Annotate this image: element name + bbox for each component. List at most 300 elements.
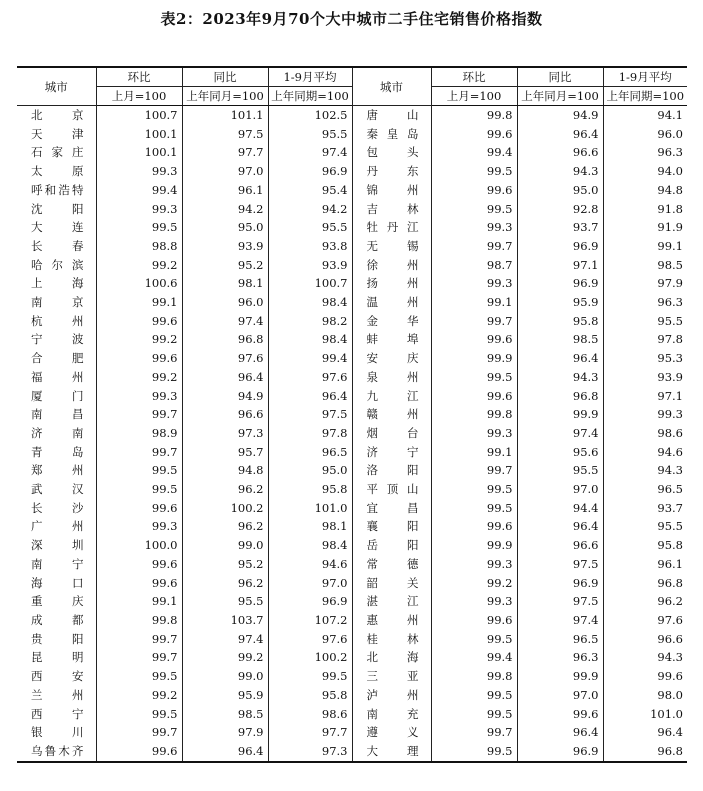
table-row (17, 143, 687, 162)
table-row (17, 125, 687, 144)
yoy-value-right: 99.6 (517, 705, 603, 724)
city-name-right: 烟台 (352, 424, 431, 443)
yoy-value-right: 96.9 (517, 237, 603, 256)
yoy-value-left: 95.2 (182, 256, 268, 275)
mom-value-right: 98.7 (431, 256, 517, 275)
mom-value-right: 99.3 (431, 424, 517, 443)
city-name-left: 厦门 (31, 388, 84, 403)
city-name-right: 泉州 (352, 368, 431, 387)
city-name-left: 西宁 (31, 706, 84, 721)
avg-value-left: 93.9 (268, 256, 352, 275)
avg-value-left: 96.9 (268, 592, 352, 611)
mom-value-left: 99.6 (96, 555, 182, 574)
avg-value-right: 93.7 (603, 499, 687, 518)
yoy-value-right: 97.0 (517, 480, 603, 499)
avg-value-right: 91.8 (603, 200, 687, 219)
mom-value-right: 99.5 (431, 686, 517, 705)
yoy-value-left: 96.2 (182, 517, 268, 536)
header-mom-base-right: 上月=100 (431, 87, 517, 106)
yoy-value-left: 98.5 (182, 705, 268, 724)
avg-value-left: 94.2 (268, 200, 352, 219)
mom-value-left: 99.7 (96, 648, 182, 667)
city-name-left: 广州 (31, 519, 84, 534)
city-name-left: 贵阳 (31, 631, 84, 646)
table-row (17, 181, 687, 200)
table-row (17, 536, 687, 555)
city-name-right: 平顶山 (352, 480, 431, 499)
yoy-value-right: 97.4 (517, 611, 603, 630)
city-name-left: 深圳 (31, 538, 84, 553)
yoy-value-left: 97.7 (182, 143, 268, 162)
yoy-value-right: 96.4 (517, 723, 603, 742)
header-avg-base-left: 上年同期=100 (268, 87, 352, 106)
mom-value-left: 99.2 (96, 330, 182, 349)
avg-value-left: 97.7 (268, 723, 352, 742)
avg-value-left: 97.6 (268, 368, 352, 387)
avg-value-left: 95.0 (268, 461, 352, 480)
yoy-value-left: 97.9 (182, 723, 268, 742)
mom-value-left: 99.6 (96, 574, 182, 593)
avg-value-left: 97.6 (268, 630, 352, 649)
avg-value-right: 96.8 (603, 574, 687, 593)
avg-value-left: 97.4 (268, 143, 352, 162)
mom-value-right: 99.6 (431, 517, 517, 536)
city-name-left: 昆明 (31, 650, 84, 665)
city-name-left: 兰州 (31, 687, 84, 702)
avg-value-left: 96.4 (268, 387, 352, 406)
mom-value-left: 99.7 (96, 443, 182, 462)
city-name-right: 牡丹江 (352, 218, 431, 237)
avg-value-right: 95.8 (603, 536, 687, 555)
city-name-right: 秦皇岛 (352, 125, 431, 144)
yoy-value-right: 96.8 (517, 387, 603, 406)
city-name-left: 武汉 (31, 482, 84, 497)
city-name-left: 银川 (31, 725, 84, 740)
mom-value-left: 99.2 (96, 686, 182, 705)
mom-value-right: 99.8 (431, 106, 517, 125)
table-row (17, 162, 687, 181)
city-name-left: 南昌 (31, 407, 84, 422)
table-row (17, 256, 687, 275)
avg-value-left: 101.0 (268, 499, 352, 518)
yoy-value-left: 96.2 (182, 574, 268, 593)
table-row (17, 742, 687, 762)
yoy-value-right: 94.3 (517, 162, 603, 181)
yoy-value-left: 94.2 (182, 200, 268, 219)
avg-value-left: 93.8 (268, 237, 352, 256)
avg-value-right: 96.3 (603, 143, 687, 162)
avg-value-left: 95.5 (268, 218, 352, 237)
mom-value-left: 99.8 (96, 611, 182, 630)
city-name-left: 呼和浩特 (31, 182, 84, 197)
yoy-value-right: 96.9 (517, 574, 603, 593)
avg-value-right: 95.5 (603, 312, 687, 331)
yoy-value-right: 97.1 (517, 256, 603, 275)
city-name-left: 长沙 (31, 500, 84, 515)
avg-value-right: 96.4 (603, 723, 687, 742)
avg-value-right: 96.0 (603, 125, 687, 144)
city-name-right: 安庆 (352, 349, 431, 368)
avg-value-right: 94.6 (603, 443, 687, 462)
avg-value-left: 98.6 (268, 705, 352, 724)
table-row (17, 667, 687, 686)
mom-value-left: 99.5 (96, 218, 182, 237)
yoy-value-right: 96.4 (517, 517, 603, 536)
table-row (17, 443, 687, 462)
mom-value-right: 99.9 (431, 536, 517, 555)
mom-value-right: 99.5 (431, 162, 517, 181)
avg-value-right: 97.1 (603, 387, 687, 406)
mom-value-right: 99.5 (431, 200, 517, 219)
mom-value-right: 99.7 (431, 237, 517, 256)
city-name-right: 蚌埠 (352, 330, 431, 349)
mom-value-right: 99.4 (431, 143, 517, 162)
table-row (17, 368, 687, 387)
city-name-left: 北京 (31, 108, 84, 122)
mom-value-left: 99.4 (96, 181, 182, 200)
city-name-right: 无锡 (352, 237, 431, 256)
mom-value-left: 99.3 (96, 162, 182, 181)
mom-value-right: 99.3 (431, 274, 517, 293)
yoy-value-right: 96.9 (517, 274, 603, 293)
city-name-right: 三亚 (352, 667, 431, 686)
avg-value-right: 93.9 (603, 368, 687, 387)
header-city-right: 城市 (352, 67, 431, 106)
avg-value-right: 97.6 (603, 611, 687, 630)
table-row (17, 480, 687, 499)
yoy-value-left: 96.0 (182, 293, 268, 312)
city-name-right: 金华 (352, 312, 431, 331)
city-name-left: 石家庄 (31, 145, 84, 160)
avg-value-left: 97.5 (268, 405, 352, 424)
avg-value-left: 97.3 (268, 742, 352, 762)
yoy-value-left: 99.2 (182, 648, 268, 667)
yoy-value-right: 99.9 (517, 667, 603, 686)
city-name-left: 宁波 (31, 332, 84, 347)
avg-value-left: 97.0 (268, 574, 352, 593)
header-avg-base-right: 上年同期=100 (603, 87, 687, 106)
yoy-value-right: 97.5 (517, 555, 603, 574)
yoy-value-left: 96.1 (182, 181, 268, 200)
city-name-right: 常德 (352, 555, 431, 574)
mom-value-right: 99.6 (431, 330, 517, 349)
city-name-left: 沈阳 (31, 201, 84, 216)
yoy-value-left: 96.8 (182, 330, 268, 349)
city-name-right: 大理 (352, 742, 431, 762)
city-name-right: 宜昌 (352, 499, 431, 518)
avg-value-left: 95.5 (268, 125, 352, 144)
avg-value-left: 98.4 (268, 293, 352, 312)
mom-value-right: 99.3 (431, 592, 517, 611)
city-name-right: 唐山 (352, 106, 431, 125)
header-yoy-base-right: 上年同月=100 (517, 87, 603, 106)
city-name-right: 徐州 (352, 256, 431, 275)
mom-value-right: 99.5 (431, 499, 517, 518)
mom-value-right: 99.6 (431, 387, 517, 406)
avg-value-right: 95.5 (603, 517, 687, 536)
header-avg-left: 1-9月平均 (268, 67, 352, 87)
table-row (17, 705, 687, 724)
avg-value-right: 96.5 (603, 480, 687, 499)
avg-value-left: 100.7 (268, 274, 352, 293)
table-row (17, 218, 687, 237)
avg-value-left: 102.5 (268, 106, 352, 125)
yoy-value-right: 97.4 (517, 424, 603, 443)
price-index-table (17, 66, 687, 763)
avg-value-right: 94.3 (603, 648, 687, 667)
yoy-value-left: 94.9 (182, 387, 268, 406)
mom-value-right: 99.1 (431, 293, 517, 312)
avg-value-left: 98.2 (268, 312, 352, 331)
mom-value-left: 100.1 (96, 125, 182, 144)
mom-value-left: 99.5 (96, 461, 182, 480)
yoy-value-left: 101.1 (182, 106, 268, 125)
table-row (17, 424, 687, 443)
table-row (17, 517, 687, 536)
city-name-left: 哈尔滨 (31, 257, 84, 272)
table-row (17, 648, 687, 667)
yoy-value-right: 96.9 (517, 742, 603, 762)
avg-value-right: 98.0 (603, 686, 687, 705)
yoy-value-left: 97.4 (182, 630, 268, 649)
avg-value-left: 107.2 (268, 611, 352, 630)
yoy-value-right: 96.4 (517, 349, 603, 368)
avg-value-right: 91.9 (603, 218, 687, 237)
yoy-value-right: 95.0 (517, 181, 603, 200)
mom-value-right: 99.5 (431, 705, 517, 724)
table-row (17, 686, 687, 705)
table-row (17, 312, 687, 331)
mom-value-right: 99.4 (431, 648, 517, 667)
yoy-value-right: 97.0 (517, 686, 603, 705)
mom-value-left: 99.6 (96, 499, 182, 518)
header-yoy-left: 同比 (182, 67, 268, 87)
yoy-value-left: 96.4 (182, 368, 268, 387)
mom-value-right: 99.8 (431, 667, 517, 686)
table-body (17, 106, 687, 762)
avg-value-left: 95.4 (268, 181, 352, 200)
mom-value-right: 99.1 (431, 443, 517, 462)
avg-value-left: 99.4 (268, 349, 352, 368)
table-row (17, 592, 687, 611)
city-name-left: 济南 (31, 425, 84, 440)
header-mom-right: 环比 (431, 67, 517, 87)
city-name-right: 泸州 (352, 686, 431, 705)
avg-value-right: 98.6 (603, 424, 687, 443)
city-name-left: 青岛 (31, 444, 84, 459)
mom-value-right: 99.5 (431, 742, 517, 762)
yoy-value-left: 95.5 (182, 592, 268, 611)
table-row (17, 405, 687, 424)
table-row (17, 461, 687, 480)
avg-value-left: 98.4 (268, 330, 352, 349)
yoy-value-left: 95.9 (182, 686, 268, 705)
yoy-value-left: 99.0 (182, 536, 268, 555)
mom-value-right: 99.3 (431, 218, 517, 237)
yoy-value-right: 94.3 (517, 368, 603, 387)
city-name-left: 天津 (31, 126, 84, 141)
table-row (17, 349, 687, 368)
mom-value-left: 99.5 (96, 480, 182, 499)
city-name-right: 赣州 (352, 405, 431, 424)
avg-value-right: 94.3 (603, 461, 687, 480)
mom-value-left: 99.3 (96, 200, 182, 219)
mom-value-right: 99.7 (431, 461, 517, 480)
city-name-right: 惠州 (352, 611, 431, 630)
avg-value-right: 99.3 (603, 405, 687, 424)
table-row (17, 387, 687, 406)
avg-value-right: 96.8 (603, 742, 687, 762)
yoy-value-right: 96.5 (517, 630, 603, 649)
city-name-left: 重庆 (31, 594, 84, 609)
mom-value-left: 99.3 (96, 517, 182, 536)
avg-value-left: 95.8 (268, 480, 352, 499)
header-yoy-right: 同比 (517, 67, 603, 87)
table-row (17, 723, 687, 742)
yoy-value-right: 95.8 (517, 312, 603, 331)
mom-value-right: 99.6 (431, 181, 517, 200)
avg-value-right: 94.8 (603, 181, 687, 200)
avg-value-right: 94.1 (603, 106, 687, 125)
city-name-left: 南宁 (31, 556, 84, 571)
yoy-value-right: 95.6 (517, 443, 603, 462)
mom-value-left: 99.7 (96, 723, 182, 742)
city-name-left: 成都 (31, 612, 84, 627)
yoy-value-right: 96.4 (517, 125, 603, 144)
mom-value-right: 99.5 (431, 630, 517, 649)
yoy-value-right: 92.8 (517, 200, 603, 219)
table-row (17, 200, 687, 219)
avg-value-left: 100.2 (268, 648, 352, 667)
city-name-left: 乌鲁木齐 (17, 742, 96, 762)
city-name-right: 湛江 (352, 592, 431, 611)
mom-value-right: 99.6 (431, 125, 517, 144)
yoy-value-left: 95.2 (182, 555, 268, 574)
city-name-left: 太原 (31, 164, 84, 179)
mom-value-left: 100.1 (96, 143, 182, 162)
header-yoy-base-left: 上年同月=100 (182, 87, 268, 106)
mom-value-right: 99.5 (431, 480, 517, 499)
mom-value-left: 100.7 (96, 106, 182, 125)
mom-value-left: 98.8 (96, 237, 182, 256)
table-row (17, 630, 687, 649)
city-name-right: 桂林 (352, 630, 431, 649)
mom-value-right: 99.8 (431, 405, 517, 424)
table-row (17, 611, 687, 630)
mom-value-left: 99.7 (96, 630, 182, 649)
yoy-value-left: 97.3 (182, 424, 268, 443)
yoy-value-left: 97.4 (182, 312, 268, 331)
city-name-right: 遵义 (352, 723, 431, 742)
city-name-right: 锦州 (352, 181, 431, 200)
yoy-value-right: 95.9 (517, 293, 603, 312)
mom-value-left: 100.0 (96, 536, 182, 555)
yoy-value-left: 96.4 (182, 742, 268, 762)
avg-value-left: 96.9 (268, 162, 352, 181)
mom-value-left: 98.9 (96, 424, 182, 443)
avg-value-left: 96.5 (268, 443, 352, 462)
city-name-left: 海口 (31, 575, 84, 590)
avg-value-left: 94.6 (268, 555, 352, 574)
yoy-value-right: 99.9 (517, 405, 603, 424)
yoy-value-right: 96.3 (517, 648, 603, 667)
table-row (17, 555, 687, 574)
city-name-right: 南充 (352, 705, 431, 724)
city-name-right: 襄阳 (352, 517, 431, 536)
yoy-value-right: 96.6 (517, 143, 603, 162)
avg-value-right: 101.0 (603, 705, 687, 724)
avg-value-left: 97.8 (268, 424, 352, 443)
mom-value-left: 100.6 (96, 274, 182, 293)
city-name-right: 济宁 (352, 443, 431, 462)
yoy-value-left: 97.5 (182, 125, 268, 144)
city-name-right: 九江 (352, 387, 431, 406)
yoy-value-left: 98.1 (182, 274, 268, 293)
table-row (17, 274, 687, 293)
mom-value-left: 99.1 (96, 293, 182, 312)
avg-value-right: 95.3 (603, 349, 687, 368)
table-row (17, 330, 687, 349)
mom-value-left: 99.6 (96, 349, 182, 368)
yoy-value-right: 94.4 (517, 499, 603, 518)
mom-value-left: 99.2 (96, 368, 182, 387)
avg-value-right: 96.6 (603, 630, 687, 649)
city-name-right: 北海 (352, 648, 431, 667)
mom-value-left: 99.5 (96, 705, 182, 724)
avg-value-right: 96.1 (603, 555, 687, 574)
city-name-left: 大连 (31, 220, 84, 235)
avg-value-left: 98.4 (268, 536, 352, 555)
table-row (17, 106, 687, 125)
yoy-value-right: 98.5 (517, 330, 603, 349)
header-mom-base-left: 上月=100 (96, 87, 182, 106)
city-name-left: 上海 (31, 276, 84, 291)
table-row (17, 574, 687, 593)
avg-value-right: 97.9 (603, 274, 687, 293)
mom-value-left: 99.2 (96, 256, 182, 275)
city-name-left: 西安 (31, 669, 84, 684)
mom-value-left: 99.1 (96, 592, 182, 611)
yoy-value-left: 96.2 (182, 480, 268, 499)
table-header (17, 67, 687, 106)
avg-value-right: 97.8 (603, 330, 687, 349)
yoy-value-left: 97.0 (182, 162, 268, 181)
city-name-right: 温州 (352, 293, 431, 312)
mom-value-right: 99.7 (431, 312, 517, 331)
avg-value-left: 98.1 (268, 517, 352, 536)
mom-value-right: 99.5 (431, 368, 517, 387)
city-name-right: 韶关 (352, 574, 431, 593)
yoy-value-left: 94.8 (182, 461, 268, 480)
header-avg-right: 1-9月平均 (603, 67, 687, 87)
yoy-value-left: 95.0 (182, 218, 268, 237)
city-name-right: 吉林 (352, 200, 431, 219)
header-mom-left: 环比 (96, 67, 182, 87)
table-row (17, 499, 687, 518)
city-name-right: 扬州 (352, 274, 431, 293)
mom-value-left: 99.3 (96, 387, 182, 406)
mom-value-left: 99.6 (96, 742, 182, 762)
header-city-left: 城市 (17, 67, 96, 106)
avg-value-right: 98.5 (603, 256, 687, 275)
city-name-right: 包头 (352, 143, 431, 162)
yoy-value-right: 93.7 (517, 218, 603, 237)
avg-value-right: 99.6 (603, 667, 687, 686)
city-name-right: 岳阳 (352, 536, 431, 555)
avg-value-left: 95.8 (268, 686, 352, 705)
yoy-value-left: 96.6 (182, 405, 268, 424)
city-name-left: 福州 (31, 369, 84, 384)
